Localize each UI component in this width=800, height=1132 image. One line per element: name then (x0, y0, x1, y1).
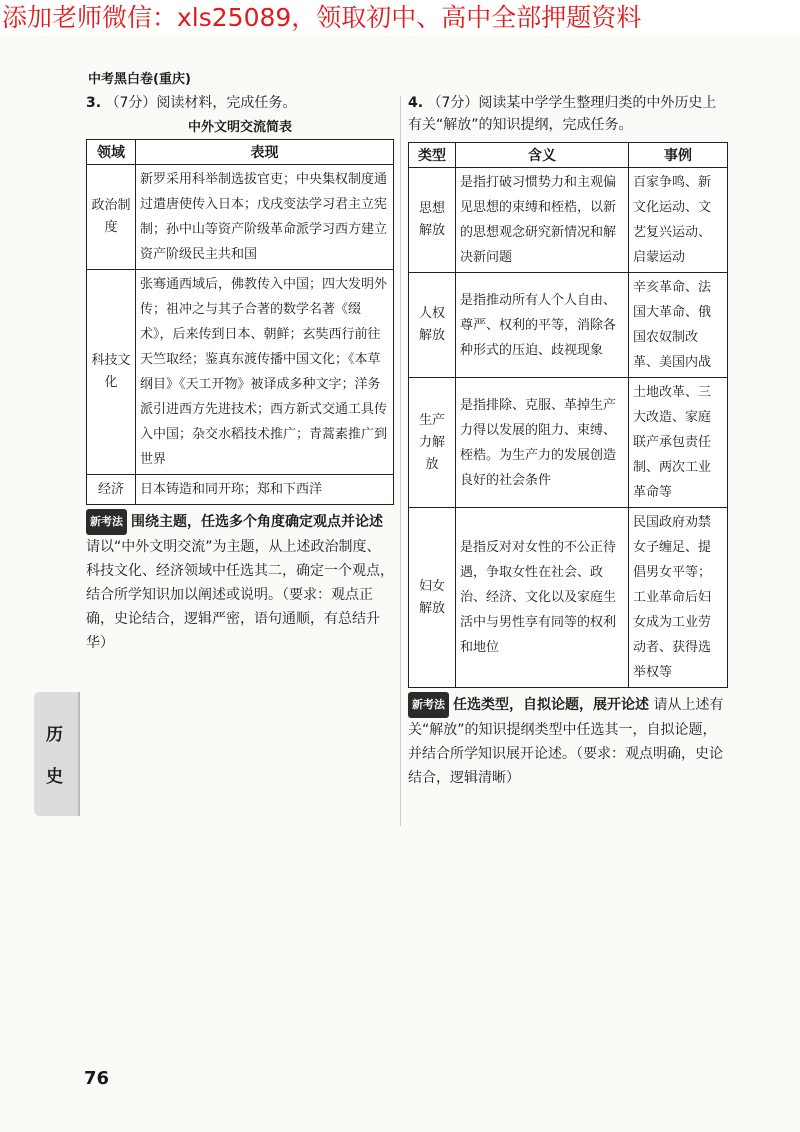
q3-task-text: 请以“中外文明交流”为主题，从上述政治制度、科技文化、经济领域中任选其二，确定一个观点，结合所学知识加以阐述或说明。（要求：观点正确，史论结合，逻辑严密，语句通顺，有总结升华） (86, 539, 394, 651)
question-3 (86, 92, 394, 655)
q3-title (86, 92, 394, 114)
new-method-badge: 新考法 (86, 509, 127, 535)
q4-row-examples: 民国政府劝禁女子缠足、提倡男女平等；工业革命后妇女成为工业劳动者、获得选举权等 (629, 508, 728, 688)
book-title: 中考黑白卷(重庆) (88, 72, 191, 87)
q3-row-content: 日本铸造和同开珎；郑和下西洋 (136, 475, 394, 505)
question-4 (408, 92, 728, 790)
page-number: 76 (84, 1068, 110, 1089)
q4-row-meaning: 是指反对对女性的不公正待遇，争取女性在社会、政治、经济、文化以及家庭生活中与男性享有同等的权利和地位 (456, 508, 629, 688)
subject-side-tab (34, 692, 80, 816)
table-row (409, 508, 728, 688)
q3-header-content: 表现 (136, 140, 394, 165)
q4-header-type: 类型 (409, 143, 456, 168)
q3-task (86, 509, 394, 655)
table-row (87, 165, 394, 270)
q4-title-text: （7分）阅读某中学学生整理归类的中外历史上有关“解放”的知识提纲，完成任务。 (408, 95, 717, 133)
q4-row-examples: 辛亥革命、法国大革命、俄国农奴制改革、美国内战 (629, 273, 728, 378)
q4-row-type: 生产力解放 (409, 378, 456, 508)
q4-header-examples: 事例 (629, 143, 728, 168)
table-row (409, 378, 728, 508)
q4-row-type: 思想解放 (409, 168, 456, 273)
q4-title (408, 92, 728, 136)
side-tab-char: 历 (46, 725, 63, 745)
q4-row-examples: 土地改革、三大改造、家庭联产承包责任制、两次工业革命等 (629, 378, 728, 508)
q3-table-header (87, 140, 394, 165)
q3-task-bold: 围绕主题，任选多个角度确定观点并论述 (131, 514, 383, 530)
q4-task-text: 请从上述有关“解放”的知识提纲类型中任选其一，自拟论题，并结合所学知识展开论述。（要求：观点明确，史论结合，逻辑清晰） (408, 697, 724, 786)
promo-banner: 添加老师微信：xls25089，领取初中、高中全部押题资料 (0, 0, 800, 36)
q4-row-meaning: 是指排除、克服、革掉生产力得以发展的阻力、束缚、桎梏。为生产力的发展创造良好的社会条件 (456, 378, 629, 508)
q4-row-type: 妇女解放 (409, 508, 456, 688)
q4-task (408, 692, 728, 790)
q4-number: 4. (408, 95, 424, 111)
table-row (87, 270, 394, 475)
table-row (87, 475, 394, 505)
q4-row-type: 人权解放 (409, 273, 456, 378)
q4-row-examples: 百家争鸣、新文化运动、文艺复兴运动、启蒙运动 (629, 168, 728, 273)
side-tab-char: 史 (46, 767, 63, 787)
column-divider (400, 96, 401, 826)
q4-row-meaning: 是指推动所有人个人自由、尊严、权利的平等，消除各种形式的压迫、歧视现象 (456, 273, 629, 378)
table-row (409, 168, 728, 273)
q3-row-field: 科技文化 (87, 270, 136, 475)
q3-row-field: 经济 (87, 475, 136, 505)
q3-header-field: 领域 (87, 140, 136, 165)
q4-row-meaning: 是指打破习惯势力和主观偏见思想的束缚和桎梏，以新的思想观念研究新情况和解决新问题 (456, 168, 629, 273)
q3-row-field: 政治制度 (87, 165, 136, 270)
q4-table-header (409, 143, 728, 168)
q4-header-meaning: 含义 (456, 143, 629, 168)
q3-table (86, 139, 394, 505)
table-row (409, 273, 728, 378)
new-method-badge: 新考法 (408, 692, 449, 718)
q3-row-content: 张骞通西域后，佛教传入中国；四大发明外传；祖冲之与其子合著的数学名著《缀术》，后来传到日本、朝鲜；玄奘西行前往天竺取经；鉴真东渡传播中国文化；《本草纲目》《天工开物》被译成多种文字；洋务派引进西方先进技术；西方新式交通工具传入中国；杂交水稻技术推广；青蒿素推广到世界 (136, 270, 394, 475)
q3-title-text: （7分）阅读材料，完成任务。 (105, 95, 297, 111)
q3-table-caption: 中外文明交流简表 (187, 120, 292, 135)
q3-number: 3. (86, 95, 102, 111)
q3-row-content: 新罗采用科举制选拔官吏；中央集权制度通过遣唐使传入日本；戊戌变法学习君主立宪制；孙中山等资产阶级革命派学习西方建立资产阶级民主共和国 (136, 165, 394, 270)
q4-table (408, 142, 728, 688)
q4-task-bold: 任选类型，自拟论题，展开论述 (453, 697, 649, 713)
